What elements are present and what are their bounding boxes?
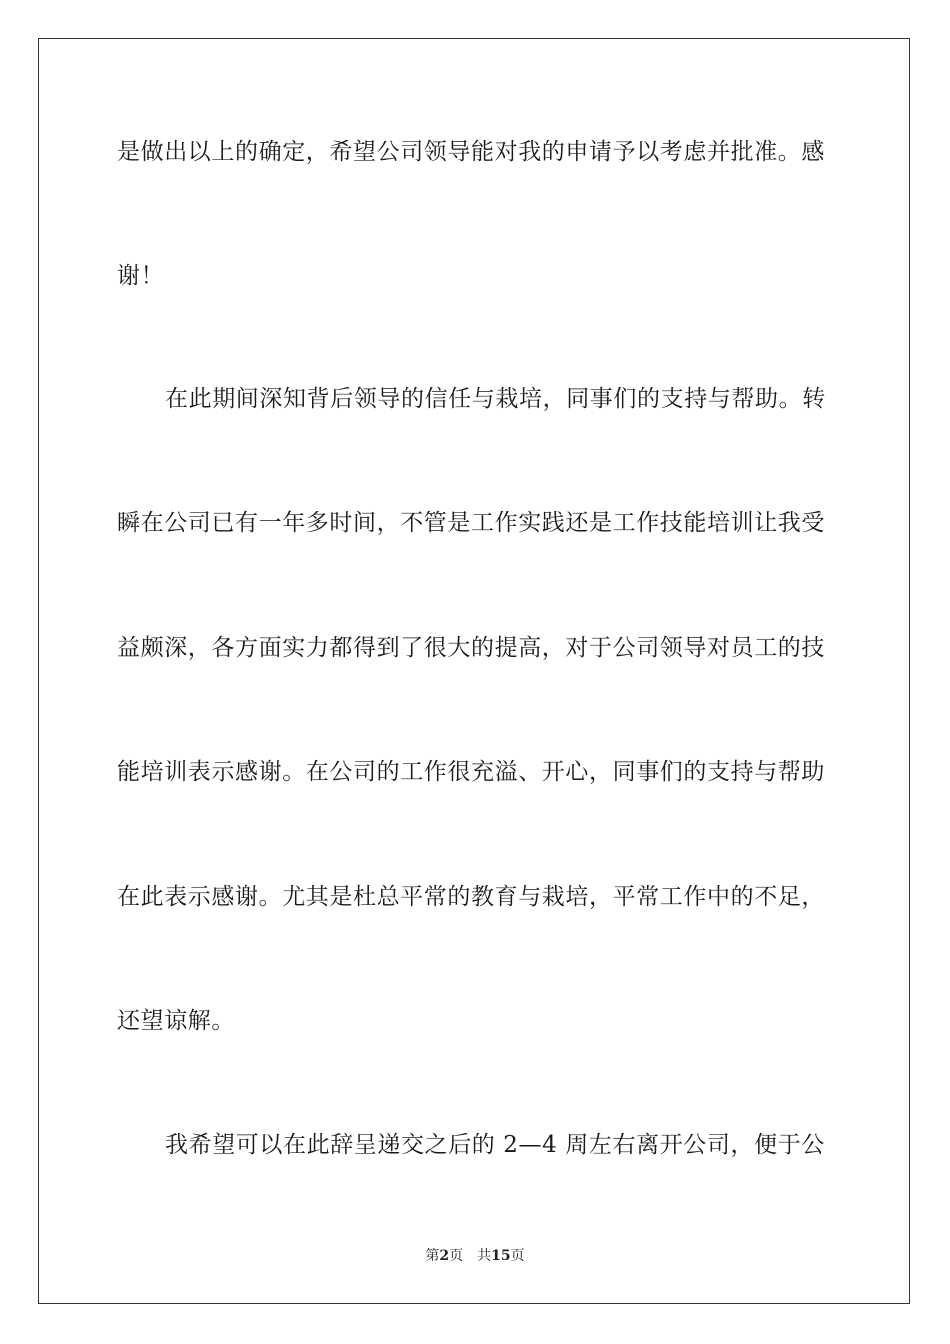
body-line-9: 我希望可以在此辞呈递交之后的 2—4 周左右离开公司，便于公 (165, 1132, 825, 1158)
footer-page-number: 2 (439, 1248, 450, 1264)
body-line-2: 谢！ (117, 263, 165, 289)
footer-total-suffix: 页 (510, 1248, 525, 1264)
body-line-5: 益颇深，各方面实力都得到了很大的提高，对于公司领导对员工的技 (117, 635, 825, 661)
footer-total-pages: 15 (491, 1248, 511, 1264)
footer-total-prefix: 共 (477, 1248, 492, 1264)
body-line-4: 瞬在公司已有一年多时间，不管是工作实践还是工作技能培训让我受 (117, 510, 825, 536)
body-line-8: 还望谅解。 (117, 1008, 235, 1034)
body-line-1: 是做出以上的确定，希望公司领导能对我的申请予以考虑并批准。感 (117, 139, 825, 165)
body-line-6: 能培训表示感谢。在公司的工作很充溢、开心，同事们的支持与帮助 (117, 759, 825, 785)
footer-page-suffix: 页 (449, 1248, 464, 1264)
page-border (38, 38, 910, 1304)
body-line-7: 在此表示感谢。尤其是杜总平常的教育与栽培，平常工作中的不足， (117, 884, 825, 910)
footer-page-prefix: 第 (425, 1248, 440, 1264)
page-footer (0, 1246, 950, 1266)
body-line-3: 在此期间深知背后领导的信任与栽培，同事们的支持与帮助。转 (165, 386, 826, 412)
